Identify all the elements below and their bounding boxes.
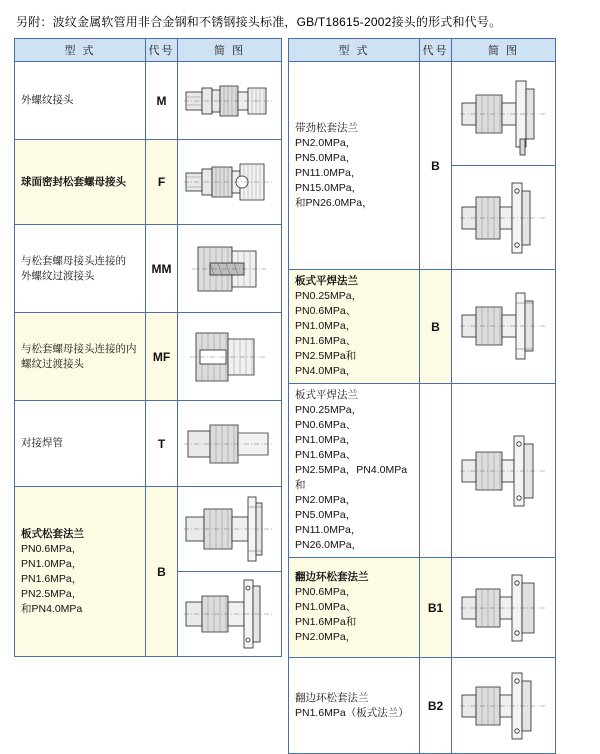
female-transition-connector-icon: [180, 317, 280, 397]
figure-cell: [452, 166, 556, 270]
header-figure: 简 图: [452, 39, 556, 62]
type-line: PN2.0MPa，PN5.0MPa，: [295, 136, 357, 164]
plate-flat-weld-flange-a-icon: [454, 281, 554, 373]
table-row: [15, 62, 282, 140]
table-header-row: [15, 39, 282, 62]
code-cell: MF: [146, 313, 178, 401]
type-line: PN1.6MPa，PN2.5MPa，: [21, 572, 83, 600]
type-line: PN0.25MPa，PN0.6MPa、: [295, 290, 363, 317]
figure-cell: [178, 140, 282, 225]
table-row: [15, 313, 282, 401]
type-line: PN2.5MPa，PN4.0MPa 和: [295, 464, 408, 491]
header-code: 代号: [420, 39, 452, 62]
table-row: [15, 140, 282, 225]
type-cell: [289, 658, 420, 754]
lap-joint-flange-a-icon: [454, 561, 554, 655]
type-line: PN0.6MPa，PN1.0MPa、: [295, 586, 357, 613]
code-cell: B: [420, 62, 452, 270]
ribbed-loose-flange-b-icon: [454, 169, 554, 267]
code-cell: [420, 384, 452, 558]
type-cell: [289, 558, 420, 658]
figure-cell: [178, 225, 282, 313]
type-line: 翻边环松套法兰: [295, 571, 369, 583]
type-line: PN1.0MPa，PN1.6MPa、: [295, 434, 357, 461]
tables-container: [14, 38, 586, 754]
type-line: PN11.0MPa，PN26.0MPa，: [295, 524, 363, 551]
table-row: [289, 658, 556, 754]
figure-cell: [452, 384, 556, 558]
male-transition-connector-icon: [180, 229, 280, 309]
page-title: 另附：波纹金属软管用非合金钢和不锈钢接头标准，GB/T18615-2002接头的形式和代号。: [16, 15, 502, 29]
type-line: 板式松套法兰: [21, 527, 84, 540]
type-cell: [15, 313, 146, 401]
spherical-union-nut-connector-icon: [180, 144, 280, 220]
ribbed-loose-flange-a-icon: [454, 65, 554, 163]
type-line: 对接焊管: [21, 437, 63, 449]
lap-joint-flange-b-icon: [454, 661, 554, 751]
type-line: PN11.0MPa，PN15.0MPa，: [295, 166, 363, 194]
type-line: 板式平焊法兰: [295, 275, 358, 287]
figure-cell: [178, 487, 282, 657]
figure-cell: [178, 401, 282, 487]
code-cell: F: [146, 140, 178, 225]
figure-cell: [178, 313, 282, 401]
type-cell: [289, 270, 420, 384]
type-line: 板式平焊法兰: [295, 389, 358, 401]
type-line: 外螺纹过渡接头: [21, 269, 95, 282]
code-cell: B1: [420, 558, 452, 658]
type-cell: [289, 62, 420, 270]
table-row: [15, 225, 282, 313]
header-figure: 简 图: [178, 39, 282, 62]
type-line: PN2.0MPa，PN5.0MPa，: [295, 494, 357, 521]
type-cell: [15, 401, 146, 487]
butt-weld-pipe-icon: [180, 405, 280, 483]
table-row: [15, 487, 282, 657]
type-line: 螺纹过渡接头: [21, 357, 84, 370]
code-cell: B2: [420, 658, 452, 754]
figure-cell: [452, 270, 556, 384]
header-code: 代号: [146, 39, 178, 62]
plate-flat-weld-flange-b-icon: [454, 408, 554, 534]
table-row: [15, 401, 282, 487]
code-cell: MM: [146, 225, 178, 313]
type-line: 与松套螺母接头连接的内: [21, 342, 137, 355]
type-cell: [15, 62, 146, 140]
figure-cell: [452, 62, 556, 166]
code-cell: B: [146, 487, 178, 657]
type-line: PN0.6MPa，PN1.0MPa，: [21, 542, 83, 570]
type-cell: [289, 384, 420, 558]
right-spec-table: [288, 38, 556, 754]
table-row: [289, 558, 556, 658]
figure-cell: [178, 62, 282, 140]
type-line: 翻边环松套法兰: [295, 691, 369, 704]
table-row: [289, 384, 556, 558]
header-type: 型 式: [289, 39, 420, 62]
type-line: PN0.25MPa，PN0.6MPa、: [295, 404, 363, 431]
plate-loose-flange-b-icon: [180, 572, 280, 656]
type-cell: [15, 487, 146, 657]
type-line: PN2.5MPa和PN4.0MPa，: [295, 350, 357, 377]
code-cell: B: [420, 270, 452, 384]
type-line: PN1.6MPa和PN2.0MPa，: [295, 616, 357, 643]
code-cell: T: [146, 401, 178, 487]
table-row: [289, 62, 556, 166]
figure-cell: [452, 658, 556, 754]
type-line: 和PN26.0MPa，: [295, 196, 373, 209]
type-line: 球面密封松套螺母接头: [21, 175, 126, 188]
threaded-male-connector-icon: [180, 66, 280, 136]
table-row: [289, 270, 556, 384]
table-header-row: [289, 39, 556, 62]
header-type: 型 式: [15, 39, 146, 62]
type-cell: [15, 225, 146, 313]
type-line: 和PN4.0MPa: [21, 602, 83, 615]
type-line: PN1.0MPa，PN1.6MPa、: [295, 320, 357, 347]
type-line: 带劲松套法兰: [295, 121, 358, 134]
type-line: 外螺纹接头: [21, 94, 74, 106]
type-line: 与松套螺母接头连接的: [21, 254, 126, 267]
type-line: PN1.6MPa（板式法兰）: [295, 706, 409, 719]
plate-loose-flange-a-icon: [180, 487, 280, 571]
type-cell: [15, 140, 146, 225]
code-cell: M: [146, 62, 178, 140]
left-spec-table: [14, 38, 282, 657]
figure-cell: [452, 558, 556, 658]
